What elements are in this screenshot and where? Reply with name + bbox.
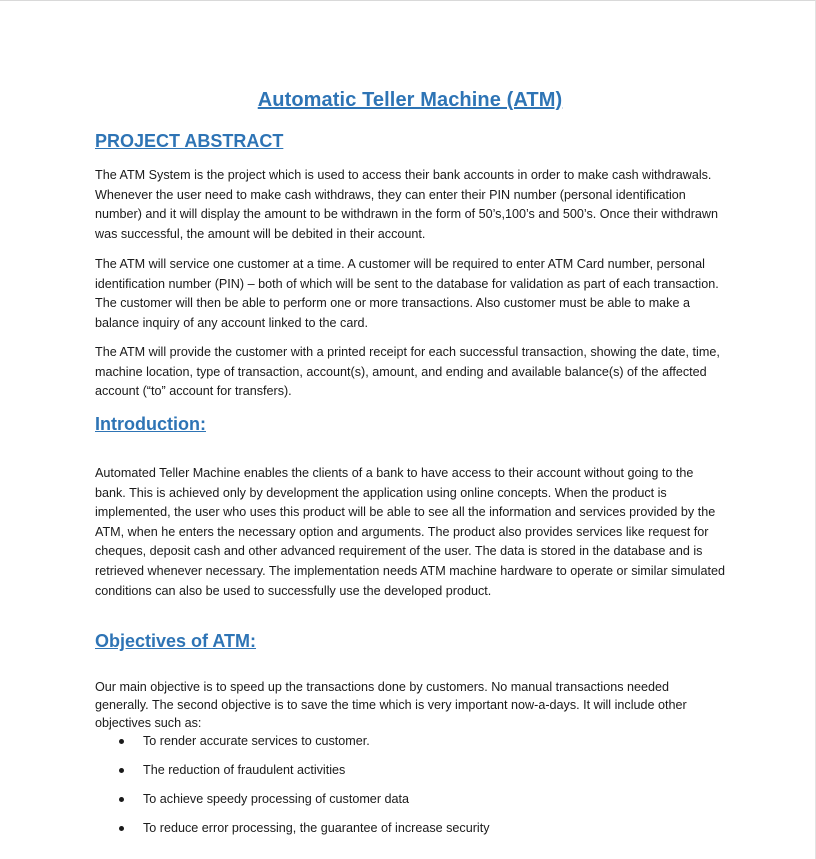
abstract-paragraph-3: [95, 343, 725, 402]
abstract-paragraph-2-text: The ATM will service one customer at a time. A customer will be required to enter ATM Card number, personal identification number (PIN) – both of which will be sent to the database for validation as part of each transaction. The customer will then be able to perform one or more transactions. Also customer must be able to make a balance inquiry of any account linked to the card.: [95, 257, 719, 330]
list-item: [95, 819, 725, 848]
abstract-paragraph-3-text: The ATM will provide the customer with a printed receipt for each successful transaction, showing the date, time, machine location, type of transaction, account(s), amount, and ending and available balance(s) of the affected account (“to” account for transfers).: [95, 345, 720, 399]
list-item: [95, 790, 725, 819]
abstract-paragraph-1: [95, 166, 725, 244]
objectives-heading: Objectives of ATM:: [95, 631, 257, 651]
list-item-text: The reduction of fraudulent activities: [143, 763, 346, 777]
list-item-text: To render accurate services to customer.: [143, 734, 370, 748]
bullet-icon: [119, 739, 124, 744]
bullet-icon: [119, 826, 124, 831]
document-title: Automatic Teller Machine (ATM): [257, 89, 563, 111]
bullet-icon: [119, 768, 124, 773]
introduction-paragraph-text: Automated Teller Machine enables the clients of a bank to have access to their account without going to the bank. This is achieved only by development the application using online concepts. When the product is implemented, the user who uses this product will be able to see all the information and services provided by the ATM, when he enters the necessary option and arguments. The product also provides services like request for cheques, deposit cash and other advanced requirement of the user. The data is stored in the database and is retrieved whenever necessary. The implementation needs ATM machine hardware to operate or similar simulated conditions can also be used to successfully use the developed product.: [95, 466, 725, 598]
objectives-paragraph: [95, 678, 725, 732]
list-item: [95, 761, 725, 790]
list-item: [95, 732, 725, 761]
list-item-text: To achieve speedy processing of customer data: [143, 792, 410, 806]
objectives-list: [95, 732, 725, 848]
abstract-paragraph-1-text: The ATM System is the project which is used to access their bank accounts in order to make cash withdrawals. Whenever the user need to make cash withdraws, they can enter their PIN number (personal identification number) and it will display the amount to be withdrawn in the form of 50’s,100’s and 500’s. Once their withdrawn was successful, the amount will be debited in their account.: [95, 168, 719, 241]
bullet-icon: [119, 797, 124, 802]
abstract-paragraph-2: [95, 255, 725, 333]
abstract-heading: PROJECT ABSTRACT: [95, 131, 284, 151]
introduction-paragraph: [95, 464, 725, 601]
introduction-heading: Introduction:: [95, 414, 206, 434]
objectives-paragraph-text: Our main objective is to speed up the transactions done by customers. No manual transactions needed generally. The second objective is to save the time which is very important now-a-days. It will include other objectives such as:: [95, 680, 687, 730]
list-item-text: To reduce error processing, the guarantee of increase security: [143, 821, 490, 835]
